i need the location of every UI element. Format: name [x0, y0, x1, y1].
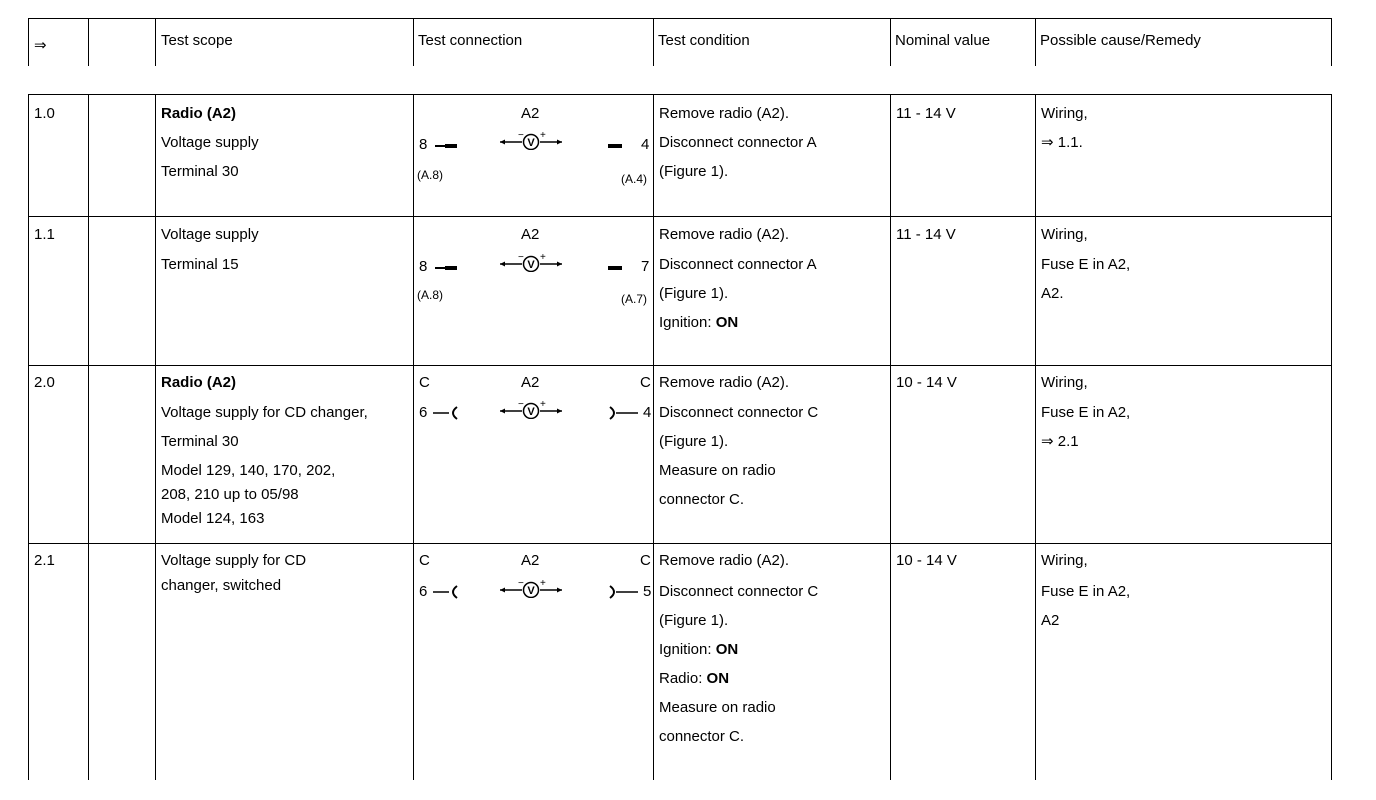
scope-line: Terminal 30	[161, 433, 239, 450]
header-arrow: ⇒	[34, 37, 47, 54]
header-test-scope: Test scope	[161, 32, 233, 49]
svg-text:V: V	[527, 137, 535, 149]
condition-line: Measure on radio	[659, 699, 776, 716]
svg-text:+: +	[540, 401, 546, 410]
conn-right-sub: (A.4)	[621, 172, 648, 186]
svg-text:−: −	[518, 254, 524, 263]
conn-left-pin: 6	[419, 404, 428, 421]
remedy-line: Fuse E in A2,	[1041, 583, 1131, 600]
conn-right-pin: 7	[641, 258, 650, 275]
condition-label: Ignition:	[659, 641, 716, 658]
scope-title: Radio (A2)	[161, 374, 236, 391]
condition-line: Disconnect connector C	[659, 404, 819, 421]
condition-line	[659, 641, 738, 659]
scope-title: Radio (A2)	[161, 105, 236, 122]
remedy-line: A2	[1041, 612, 1060, 629]
conn-right-pin: 5	[643, 583, 652, 600]
conn-left-sub: (A.8)	[417, 288, 444, 302]
remedy-line: ⇒ 2.1	[1041, 433, 1079, 450]
remedy-line: A2.	[1041, 285, 1064, 302]
svg-text:V: V	[527, 259, 535, 271]
scope-line: Model 129, 140, 170, 202,	[161, 462, 336, 479]
remedy-line: Wiring,	[1041, 105, 1088, 122]
row-id: 1.1	[34, 226, 55, 243]
table-row	[28, 365, 1332, 543]
conn-left-pin: 8	[419, 136, 428, 153]
condition-line: Remove radio (A2).	[659, 105, 790, 122]
socket-left-icon	[431, 584, 461, 600]
socket-right-icon	[608, 584, 640, 600]
nominal-value: 11 - 14 V	[896, 226, 956, 243]
condition-line: connector C.	[659, 491, 745, 508]
header-nominal-value: Nominal value	[895, 32, 991, 49]
row-id: 2.1	[34, 552, 55, 569]
condition-state: ON	[706, 670, 730, 687]
nominal-value: 11 - 14 V	[896, 105, 956, 122]
table-header	[28, 18, 1332, 66]
table-row	[28, 543, 1332, 780]
condition-line: Disconnect connector A	[659, 134, 817, 151]
conn-right-pin: 4	[643, 404, 652, 421]
condition-label: Radio:	[659, 670, 707, 687]
condition-line: (Figure 1).	[659, 433, 729, 450]
condition-label: Ignition:	[659, 314, 716, 331]
conn-component: A2	[521, 374, 540, 391]
remedy-line: Wiring,	[1041, 374, 1088, 391]
row-id: 2.0	[34, 374, 55, 391]
voltmeter-icon	[498, 132, 568, 150]
condition-line: Measure on radio	[659, 462, 776, 479]
condition-line: Remove radio (A2).	[659, 226, 790, 243]
nominal-value: 10 - 14 V	[896, 552, 957, 569]
svg-text:−: −	[518, 580, 524, 589]
conn-left-connector: C	[419, 374, 430, 391]
scope-line: 208, 210 up to 05/98	[161, 486, 299, 503]
svg-text:+: +	[540, 254, 546, 263]
svg-text:V: V	[527, 585, 535, 597]
remedy-line: Fuse E in A2,	[1041, 256, 1131, 273]
condition-line: connector C.	[659, 728, 745, 745]
remedy-line: Wiring,	[1041, 552, 1088, 569]
table-row	[28, 216, 1332, 365]
condition-line: (Figure 1).	[659, 163, 729, 180]
conn-right-connector: C	[640, 374, 651, 391]
conn-right-connector: C	[640, 552, 651, 569]
voltmeter-icon	[498, 254, 568, 272]
conn-left-connector: C	[419, 552, 430, 569]
remedy-line: Fuse E in A2,	[1041, 404, 1131, 421]
header-test-condition: Test condition	[658, 32, 750, 49]
voltmeter-icon	[498, 401, 568, 419]
probe-left-icon	[431, 138, 461, 152]
condition-state: ON	[715, 641, 739, 658]
condition-line: (Figure 1).	[659, 612, 729, 629]
conn-right-sub: (A.7)	[621, 292, 648, 306]
voltmeter-icon	[498, 580, 568, 598]
table-row	[28, 94, 1332, 216]
condition-line	[659, 670, 729, 688]
scope-line: Voltage supply	[161, 226, 259, 243]
header-remedy: Possible cause/Remedy	[1040, 32, 1201, 49]
conn-left-sub: (A.8)	[417, 168, 444, 182]
scope-line: Model 124, 163	[161, 510, 265, 527]
probe-right-icon	[608, 138, 638, 152]
svg-text:+: +	[540, 580, 546, 589]
svg-text:−: −	[518, 132, 524, 141]
conn-left-pin: 6	[419, 583, 428, 600]
condition-line: (Figure 1).	[659, 285, 729, 302]
scope-line: Terminal 30	[161, 163, 239, 180]
condition-line: Remove radio (A2).	[659, 552, 790, 569]
scope-line: changer, switched	[161, 577, 282, 594]
condition-line: Disconnect connector A	[659, 256, 817, 273]
probe-right-icon	[608, 260, 638, 274]
conn-component: A2	[521, 226, 540, 243]
conn-component: A2	[521, 552, 540, 569]
svg-text:−: −	[518, 401, 524, 410]
condition-line: Disconnect connector C	[659, 583, 819, 600]
scope-line: Voltage supply	[161, 134, 259, 151]
remedy-line: ⇒ 1.1.	[1041, 134, 1083, 151]
scope-line: Voltage supply for CD	[161, 552, 307, 569]
probe-left-icon	[431, 260, 461, 274]
row-id: 1.0	[34, 105, 55, 122]
conn-component: A2	[521, 105, 540, 122]
condition-line: Remove radio (A2).	[659, 374, 790, 391]
conn-right-pin: 4	[641, 136, 650, 153]
nominal-value: 10 - 14 V	[896, 374, 957, 391]
socket-left-icon	[431, 405, 461, 421]
scope-line: Terminal 15	[161, 256, 239, 273]
svg-text:+: +	[540, 132, 546, 141]
condition-state: ON	[715, 314, 739, 331]
remedy-line: Wiring,	[1041, 226, 1088, 243]
socket-right-icon	[608, 405, 640, 421]
conn-left-pin: 8	[419, 258, 428, 275]
condition-line	[659, 314, 738, 332]
svg-text:V: V	[527, 406, 535, 418]
header-test-connection: Test connection	[418, 32, 523, 49]
scope-line: Voltage supply for CD changer,	[161, 404, 368, 421]
